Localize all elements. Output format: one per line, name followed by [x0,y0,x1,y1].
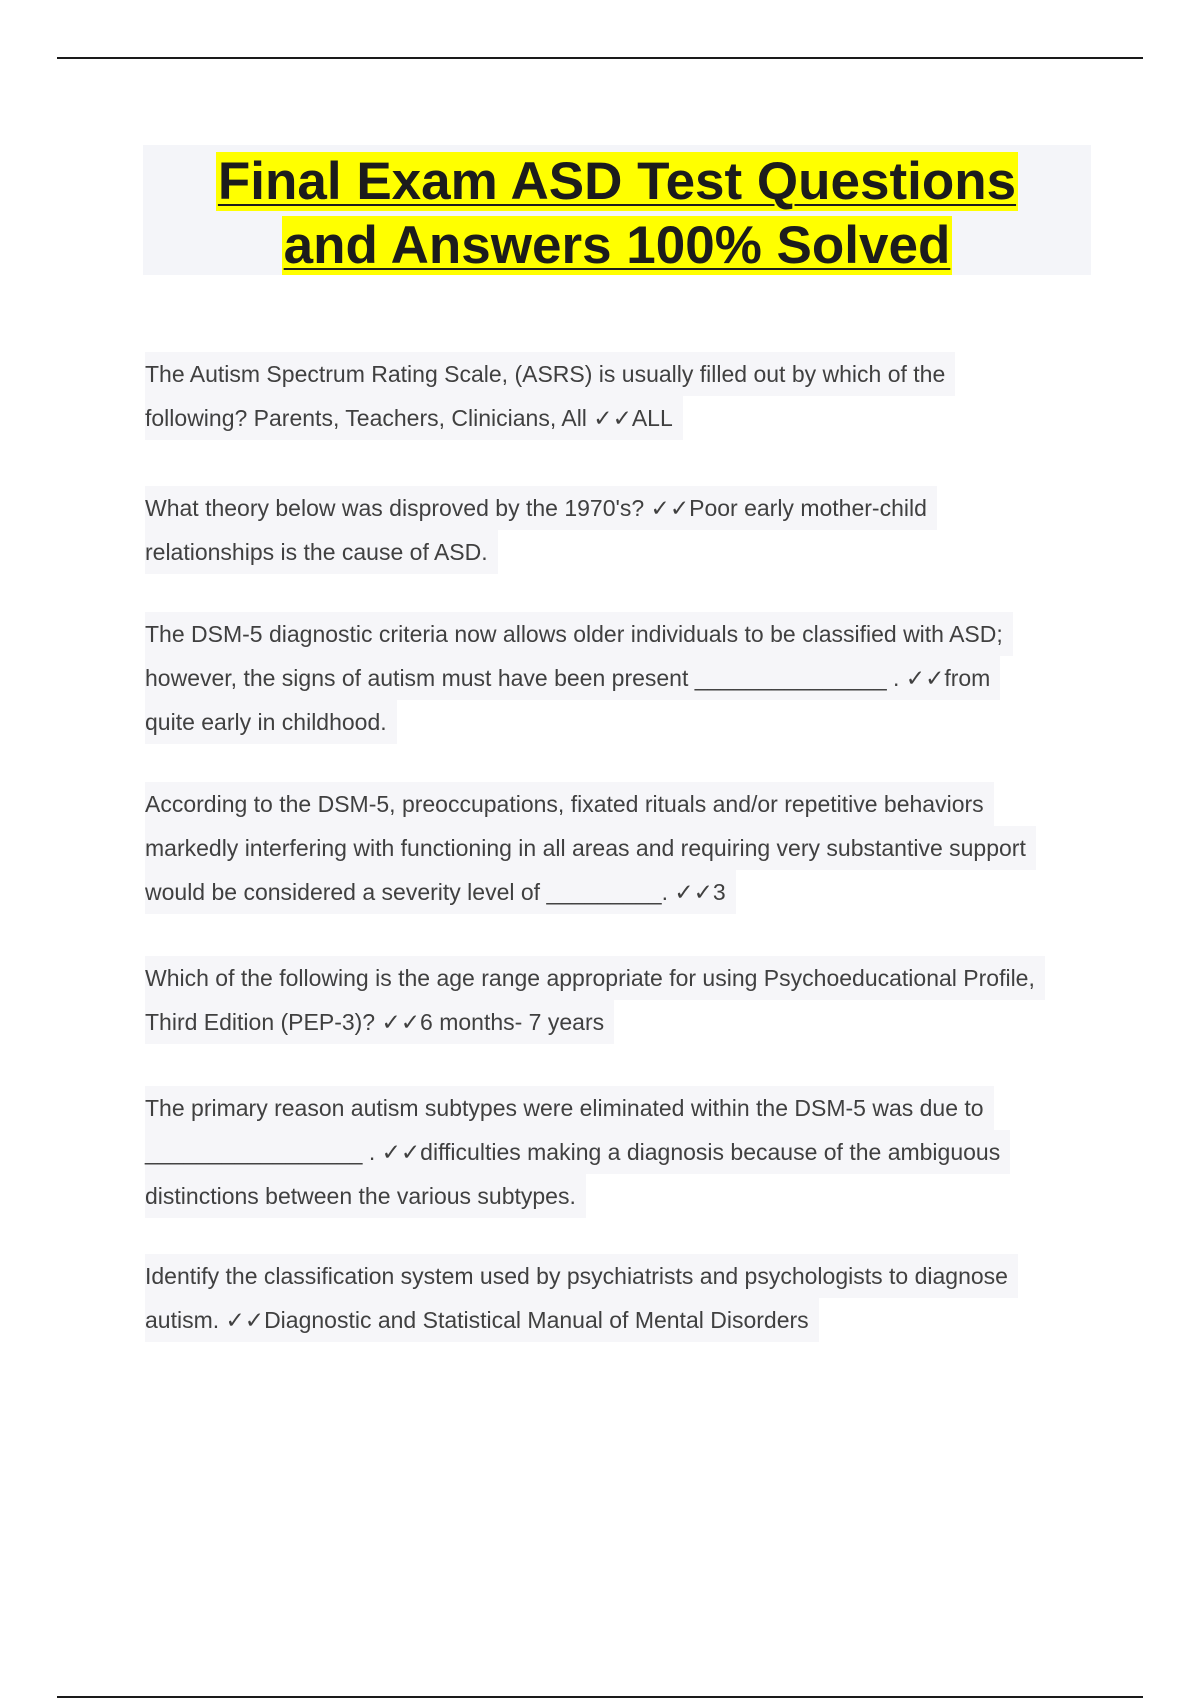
qa-item [145,352,1145,440]
qa-line: quite early in childhood. [145,700,397,744]
qa-item [145,1086,1145,1218]
title-banner [143,145,1091,275]
document-title [143,145,1091,278]
qa-line: _________________ . ✓✓difficulties making a diagnosis because of the ambiguous [145,1130,1010,1174]
qa-item [145,1254,1145,1342]
qa-line: autism. ✓✓Diagnostic and Statistical Manual of Mental Disorders [145,1298,819,1342]
qa-line: distinctions between the various subtypes. [145,1174,586,1218]
title-line-1: Final Exam ASD Test Questions [217,152,1017,211]
footer-rule [57,1696,1143,1698]
qa-line: however, the signs of autism must have been present _______________ . ✓✓from [145,656,1000,700]
header-rule [57,57,1143,59]
qa-line: markedly interfering with functioning in all areas and requiring very substantive support [145,826,1036,870]
qa-line: According to the DSM-5, preoccupations, fixated rituals and/or repetitive behaviors [145,782,994,826]
qa-line: The DSM-5 diagnostic criteria now allows older individuals to be classified with ASD; [145,612,1013,656]
qa-item [145,782,1145,914]
qa-list [145,352,1145,1342]
qa-line: relationships is the cause of ASD. [145,530,498,574]
qa-item [145,612,1145,744]
qa-item [145,956,1145,1044]
qa-line: What theory below was disproved by the 1970's? ✓✓Poor early mother-child [145,486,937,530]
qa-line: The Autism Spectrum Rating Scale, (ASRS) is usually filled out by which of the [145,352,955,396]
title-line-2: and Answers 100% Solved [283,216,951,275]
qa-line: Identify the classification system used by psychiatrists and psychologists to diagnose [145,1254,1018,1298]
qa-line: following? Parents, Teachers, Clinicians, All ✓✓ALL [145,396,683,440]
qa-item [145,486,1145,574]
qa-line: Third Edition (PEP-3)? ✓✓6 months- 7 years [145,1000,614,1044]
qa-line: The primary reason autism subtypes were eliminated within the DSM-5 was due to [145,1086,994,1130]
qa-line: would be considered a severity level of _________. ✓✓3 [145,870,736,914]
qa-line: Which of the following is the age range appropriate for using Psychoeducational Profile, [145,956,1045,1000]
